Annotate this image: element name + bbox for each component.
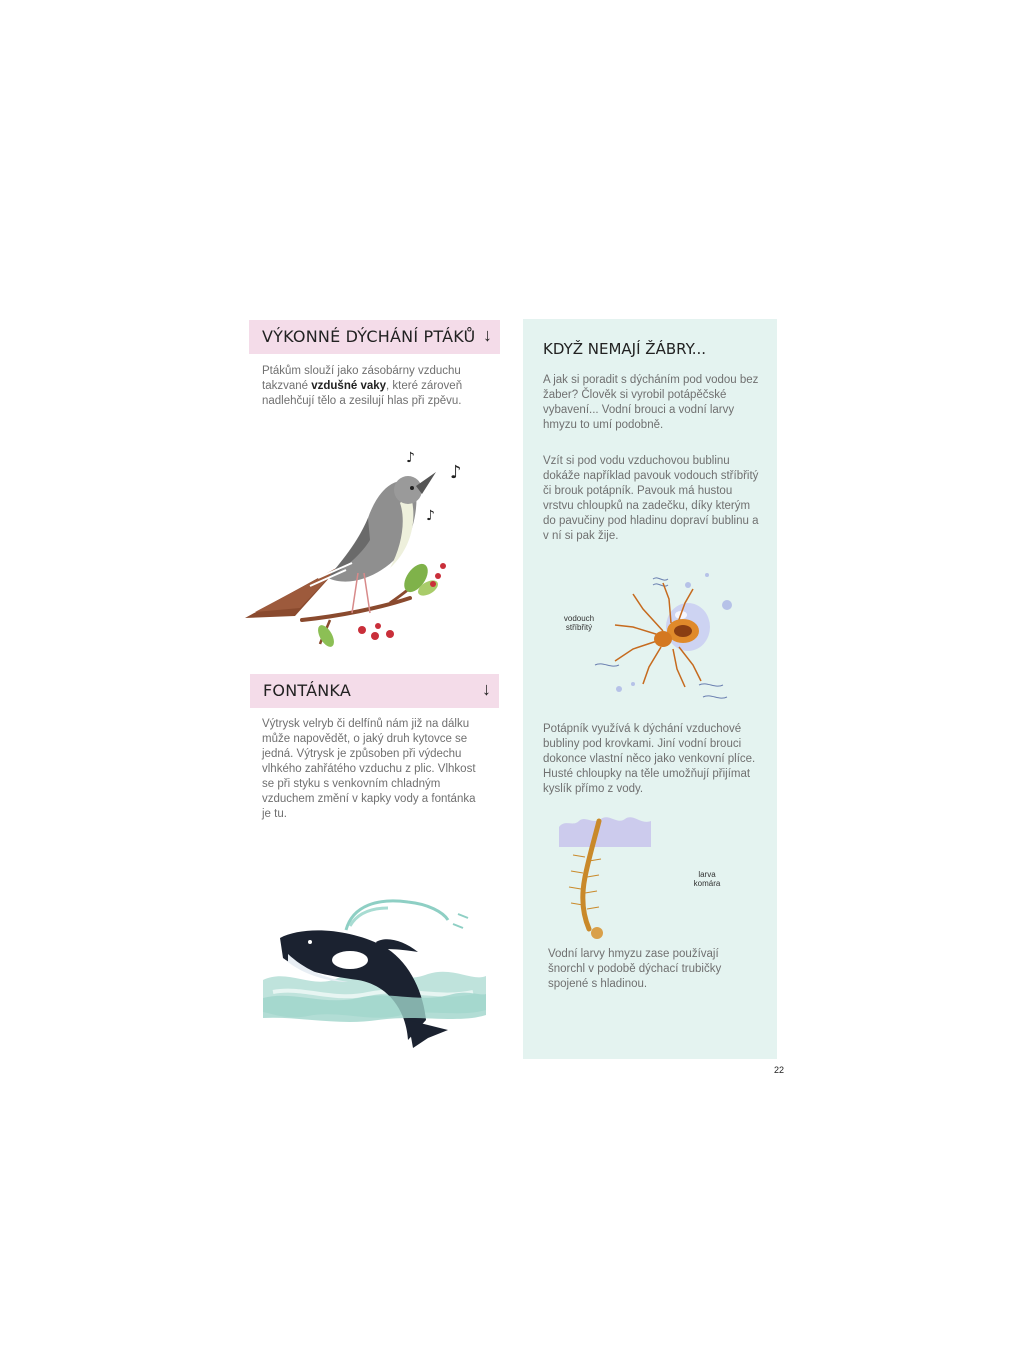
bird-breathing-text: Ptákům slouží jako zásobárny vzduchu takzvané vzdušné vaky, které zároveň nadlehčují tělo a zesilují hlas při zpěvu. (262, 365, 463, 407)
page-number: 22 (774, 1065, 785, 1075)
mosquito-larva-illustration (555, 817, 665, 947)
singing-bird-illustration (240, 448, 470, 658)
panel-paragraph-3: Potápník využívá k dýchání vzduchové bubliny pod krovkami. Jiní vodní brouci dokonce vlastní něco jako venkovní plíce. Husté chloupky na těle umožňují přijímat kyslík přímo z vody. (543, 723, 756, 795)
section-header-fountain (250, 674, 499, 708)
panel-title: KDYŽ NEMAJÍ ŽÁBRY... (543, 340, 707, 358)
panel-paragraph-1: A jak si poradit s dýcháním pod vodou bez žaber? Člověk si vyrobil potápěčské vybavení... Vodní brouci a vodní larvy hmyzu to umí podobně. (543, 374, 759, 431)
side-panel-no-gills (523, 319, 777, 1059)
section-title-fountain: FONTÁNKA (263, 681, 351, 700)
larva-label: larva komára (693, 870, 721, 888)
section-header-bird-breathing (249, 320, 500, 354)
panel-paragraph-4: Vodní larvy hmyzu zase používají šnorchl v podobě dýchací trubičky spojené s hladinou. (548, 948, 722, 990)
arrow-down-icon: ↓ (483, 325, 492, 345)
svg-text:♪: ♪ (426, 508, 435, 524)
water-spider-illustration (593, 569, 753, 699)
orca-illustration (258, 890, 488, 1050)
air-sacs-term: vzdušné vaky (311, 380, 387, 392)
spider-label: vodouch stříbřitý (563, 614, 595, 632)
svg-text:♪: ♪ (450, 462, 462, 483)
section-title-bird-breathing: VÝKONNÉ DÝCHÁNÍ PTÁKŮ (262, 327, 476, 346)
panel-paragraph-2: Vzít si pod vodu vzduchovou bublinu dokáže například pavouk vodouch stříbřitý či brouk potápník. Pavouk má hustou vrstvu chloupků na zadečku, díky kterým do pavučiny pod hladinu dopraví bublinu a v ní si pak žije. (543, 455, 759, 542)
fountain-text: Výtrysk velryb či delfínů nám již na dálku může napovědět, o jaký druh kytovce se jedná. Výtrysk je způsoben při výdechu vlhkého zahřátého vzduchu z plic. Vlhkost se při styku s venkovním chladným vzduchem změní v kapky vody a fontánka je tu. (262, 718, 476, 820)
svg-text:♪: ♪ (406, 450, 415, 466)
arrow-down-icon: ↓ (482, 679, 491, 699)
